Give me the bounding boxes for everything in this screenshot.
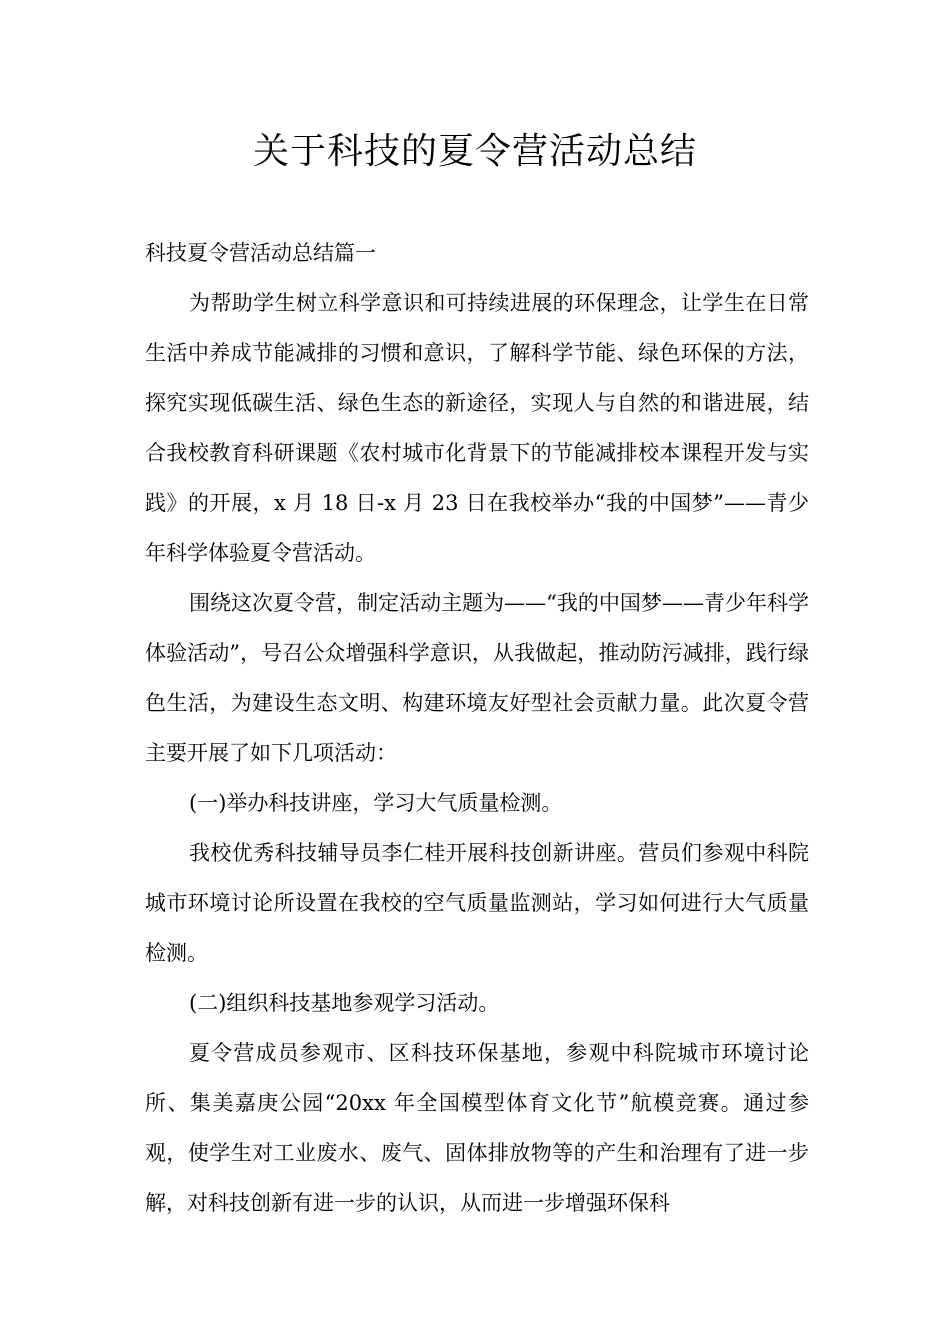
section-heading: 科技夏令营活动总结篇一 (145, 241, 376, 265)
activity-heading-1: (一)举办科技讲座，学习大气质量检测。 (189, 791, 563, 815)
paragraph-theme: 围绕这次夏令营，制定活动主题为——“我的中国梦——青少年科学体验活动”，号召公众增强科学意识，从我做起，推动防污减排，践行绿色生活，为建设生态文明、构建环境友好型社会贡献力量。此次夏令营主要开展了如下几项活动： (145, 591, 809, 765)
activity-heading-2: (二)组织科技基地参观学习活动。 (189, 991, 500, 1015)
paragraph-activity-2: 夏令营成员参观市、区科技环保基地，参观中科院城市环境讨论所、集美嘉庚公园“20xx 年全国模型体育文化节”航模竞赛。通过参观，使学生对工业废水、废气、固体排放物等的产生和治理有了进一步解，对科技创新有进一步的认识，从而进一步增强环保科 (145, 1041, 809, 1215)
paragraph-activity-1: 我校优秀科技辅导员李仁桂开展科技创新讲座。营员们参观中科院城市环境讨论所设置在我校的空气质量监测站，学习如何进行大气质量检测。 (145, 841, 809, 965)
paragraph-intro: 为帮助学生树立科学意识和可持续进展的环保理念，让学生在日常生活中养成节能减排的习惯和意识，了解科学节能、绿色环保的方法，探究实现低碳生活、绿色生态的新途径，实现人与自然的和谐进展，结合我校教育科研课题《农村城市化背景下的节能减排校本课程开发与实践》的开展，x 月 18 日-x 月 23 日在我校举办“我的中国梦”——青少年科学体验夏令营活动。 (145, 291, 809, 565)
document-title: 关于科技的夏令营活动总结 (252, 131, 697, 172)
document-body (145, 228, 809, 1228)
